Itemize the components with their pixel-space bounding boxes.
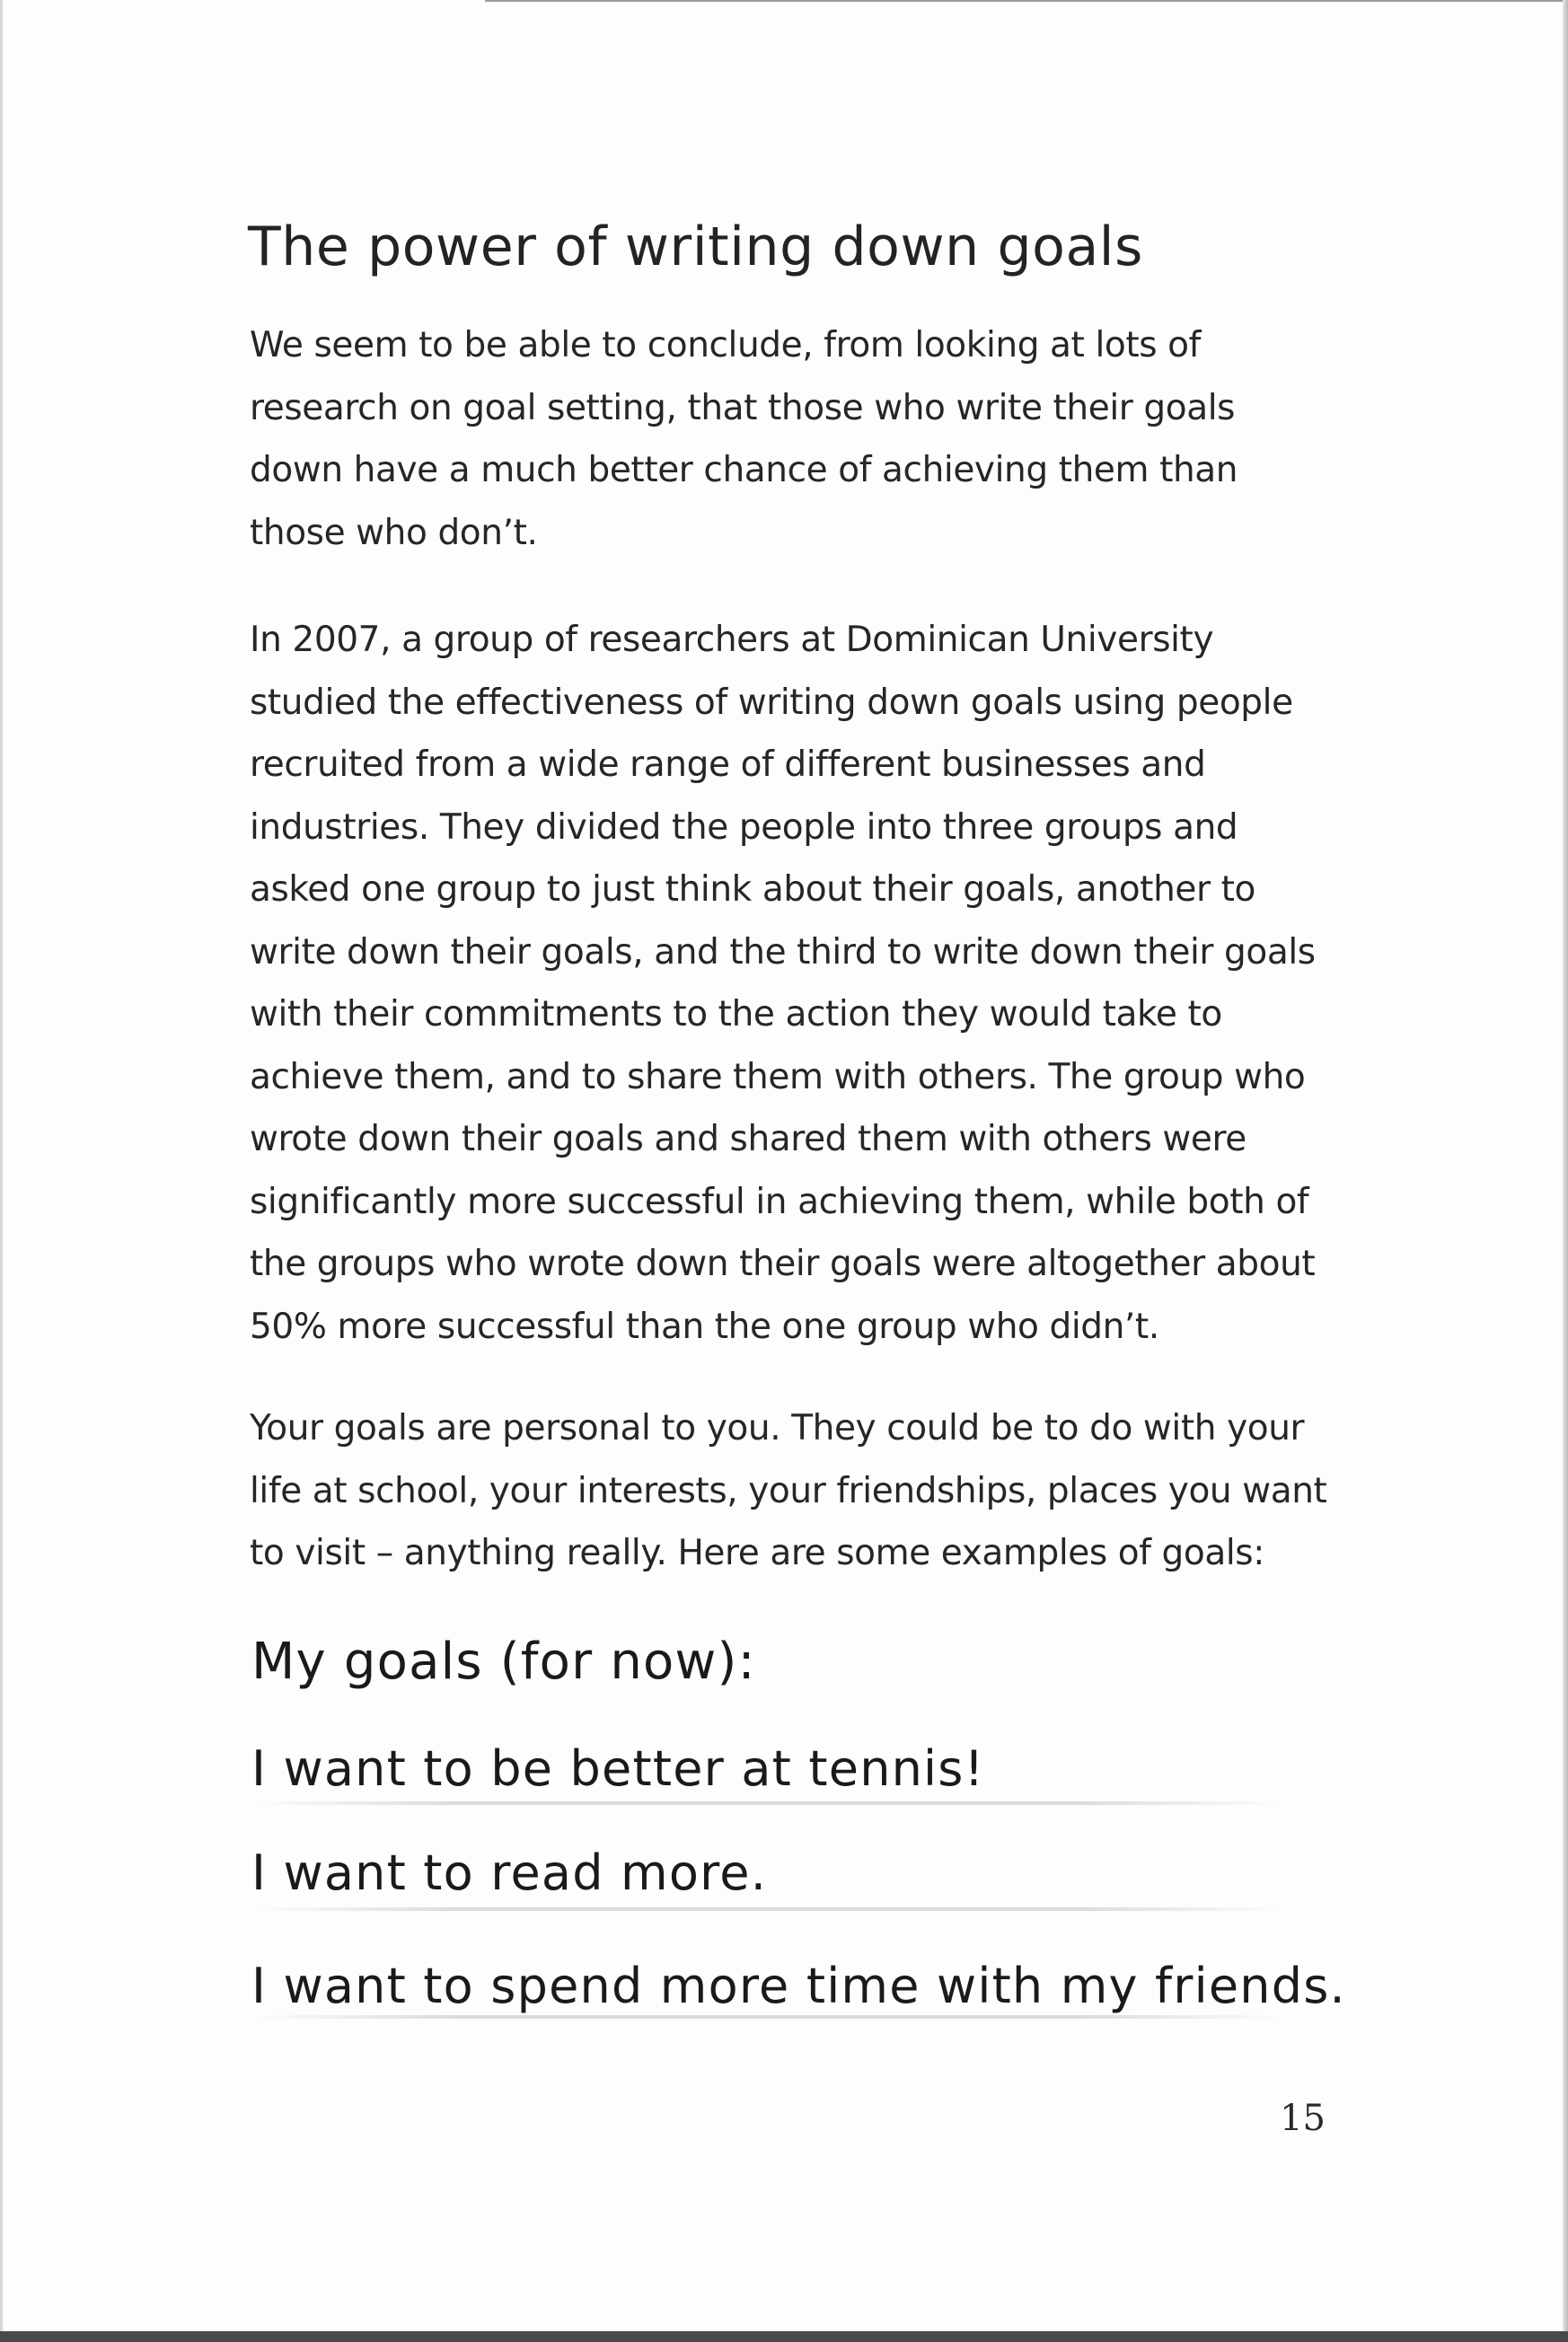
paragraph-line: studied the effectiveness of writing down goals using people [250, 682, 1293, 723]
writing-line [251, 1907, 1284, 1911]
section-heading: The power of writing down goals [248, 216, 1143, 278]
paragraph-line: We seem to be able to conclude, from looking at lots of [250, 325, 1201, 365]
paragraph-line: In 2007, a group of researchers at Dominican University [250, 620, 1214, 660]
paragraph-line: write down their goals, and the third to write down their goals [250, 931, 1316, 973]
paragraph-line: the groups who wrote down their goals were altogether about [250, 1244, 1316, 1284]
page-bottom-edge [0, 2331, 1568, 2342]
paragraph-line: recruited from a wide range of different businesses and [250, 744, 1206, 785]
paragraph-line: industries. They divided the people into three groups and [250, 806, 1238, 848]
paragraph-intro [250, 314, 1345, 564]
paragraph-line: significantly more successful in achieving them, while both of [250, 1181, 1309, 1222]
paragraph-line: Your goals are personal to you. They could be to do with your [250, 1408, 1305, 1448]
writing-line [251, 2015, 1284, 2019]
paragraph-line: with their commitments to the action they would take to [250, 994, 1222, 1035]
handwritten-goal: I want to read more. [251, 1845, 768, 1901]
handwritten-goals-title: My goals (for now): [251, 1633, 756, 1691]
writing-line [251, 1801, 1284, 1805]
paragraph-examples-intro [250, 1397, 1345, 1585]
handwritten-goal: I want to spend more time with my friends. [251, 1958, 1346, 2014]
paragraph-line: those who don’t. [250, 512, 538, 553]
paragraph-line: 50% more successful than the one group who didn’t. [250, 1306, 1159, 1347]
paragraph-line: asked one group to just think about their goals, another to [250, 869, 1255, 910]
paragraph-line: achieve them, and to share them with others. The group who [250, 1056, 1306, 1097]
page-left-edge [0, 0, 3, 2342]
paragraph-line: wrote down their goals and shared them with others were [250, 1119, 1246, 1159]
page-right-edge [1563, 0, 1568, 2342]
paragraph-line: to visit – anything really. Here are some examples of goals: [250, 1533, 1264, 1573]
paragraph-line: down have a much better chance of achieving them than [250, 450, 1238, 490]
paragraph-research [250, 609, 1345, 1358]
page-top-edge [485, 0, 1568, 2]
handwritten-goal: I want to be better at tennis! [251, 1740, 985, 1797]
page-number: 15 [1280, 2098, 1326, 2139]
paragraph-line: life at school, your interests, your friendships, places you want [250, 1470, 1327, 1511]
paragraph-line: research on goal setting, that those who write their goals [250, 387, 1236, 428]
